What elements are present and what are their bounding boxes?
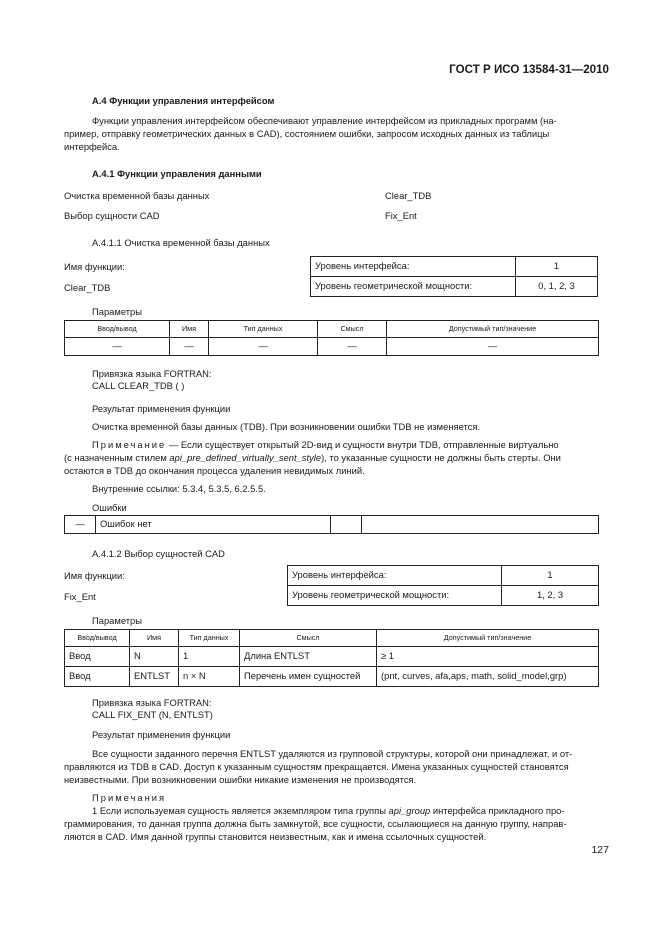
function-name-value: Clear_TDB xyxy=(64,282,111,293)
params-header: Имя xyxy=(170,321,209,338)
function-list-code-2: Fix_Ent xyxy=(385,210,417,221)
note-text: ), то указанные сущности не должны быть стерты. Они xyxy=(321,452,561,463)
note1-line1 xyxy=(92,805,565,817)
note-line-3: остаются в TDB до окончания процесса удаления невидимых линий. xyxy=(64,465,365,476)
levels-table-1 xyxy=(310,256,598,297)
params-header: Ввод/вывод xyxy=(65,321,170,338)
levels-table-2 xyxy=(287,565,599,606)
params-header: Смысл xyxy=(240,630,377,647)
result-label-1: Результат применения функции xyxy=(92,403,231,414)
params-table-2 xyxy=(64,629,599,687)
params-cell: ENTLST xyxy=(130,667,179,687)
section-a4111-title: А.4.1.1 Очистка временной базы данных xyxy=(92,237,270,248)
page-number: 127 xyxy=(591,844,609,856)
result-label-2: Результат применения функции xyxy=(92,729,231,740)
params-header: Имя xyxy=(130,630,179,647)
function-name-value-2: Fix_Ent xyxy=(64,591,96,602)
note-style-name: api_pre_defined_virtually_sent_style xyxy=(169,452,322,463)
fortran-call-2: CALL FIX_ENT (N, ENTLST) xyxy=(92,709,213,720)
function-name-label-2: Имя функции: xyxy=(64,570,125,581)
params-cell: (pnt, curves, afa,aps, math, solid_model,grp) xyxy=(377,667,599,687)
note-line-1 xyxy=(92,439,559,451)
errors-cell: Ошибок нет xyxy=(96,516,331,534)
fortran-call-1: CALL CLEAR_TDB ( ) xyxy=(92,380,185,391)
function-name-label: Имя функции: xyxy=(64,261,125,272)
params-cell: — xyxy=(387,338,599,356)
params-cell: — xyxy=(65,338,170,356)
fortran-label-1: Привязка языка FORTRAN: xyxy=(92,368,212,379)
level-label: Уровень геометрической мощности: xyxy=(288,586,502,606)
errors-label: Ошибки xyxy=(92,502,127,513)
section-a4-text-line2: пример, отправку геометрических данных в CAD), состоянием ошибки, запросом исходных данных из таблицы xyxy=(64,128,550,139)
fortran-label-2: Привязка языка FORTRAN: xyxy=(92,697,212,708)
notes-label: Примечания xyxy=(92,792,167,803)
params-cell: Перечень имен сущностей xyxy=(240,667,377,687)
params-cell: — xyxy=(318,338,387,356)
level-label: Уровень интерфейса: xyxy=(288,566,502,586)
result-text-2-line1: Все сущности заданного перечня ENTLST удаляются из групповой структуры, которой они принадлежат, и от- xyxy=(92,748,573,759)
params-cell: N xyxy=(130,647,179,667)
params-header: Ввод/вывод xyxy=(65,630,130,647)
section-a4-text-line1: Функции управления интерфейсом обеспечивают управление интерфейсом из прикладных программ (на- xyxy=(92,115,557,126)
errors-cell: — xyxy=(65,516,96,534)
params-header: Тип данных xyxy=(179,630,240,647)
note1-text: интерфейса прикладного про- xyxy=(430,805,565,816)
note1-line3: ляются в CAD. Имя данной группы становится неизвестным, как и имена ссылочных сущностей. xyxy=(64,831,487,842)
function-list-code-1: Clear_TDB xyxy=(385,190,432,201)
function-list-name-2: Выбор сущности CAD xyxy=(64,210,160,221)
note1-text: 1 Если используемая сущность является экземпляром типа группы xyxy=(92,805,389,816)
params-cell: — xyxy=(170,338,209,356)
function-list-name-1: Очистка временной базы данных xyxy=(64,190,210,201)
section-a4112-title: А.4.1.2 Выбор сущностей CAD xyxy=(92,548,225,559)
note-text: — Если существует открытый 2D-вид и сущности внутри TDB, отправленные виртуально xyxy=(166,439,559,450)
params-cell: Ввод xyxy=(65,667,130,687)
note-label: Примечание xyxy=(92,439,167,450)
errors-table xyxy=(64,515,599,534)
params-header: Допустимый тип/значение xyxy=(387,321,599,338)
document-header: ГОСТ Р ИСО 13584-31—2010 xyxy=(449,63,609,76)
params-label-2: Параметры xyxy=(92,615,142,626)
section-a4-title: А.4 Функции управления интерфейсом xyxy=(92,95,275,106)
level-value: 1 xyxy=(516,257,598,277)
result-text-2-line2: правляются из TDB в CAD. Доступ к указанным сущностям прекращается. Имена указанных сущностей становятся xyxy=(64,761,569,772)
params-cell: Длина ENTLST xyxy=(240,647,377,667)
params-cell: Ввод xyxy=(65,647,130,667)
errors-cell xyxy=(331,516,362,534)
section-a4-text-line3: интерфейса. xyxy=(64,141,120,152)
params-header: Смысл xyxy=(318,321,387,338)
params-header: Тип данных xyxy=(209,321,318,338)
section-a41-title: А.4.1 Функции управления данными xyxy=(92,168,262,179)
level-value: 1, 2, 3 xyxy=(502,586,599,606)
params-cell: 1 xyxy=(179,647,240,667)
params-cell: ≥ 1 xyxy=(377,647,599,667)
params-cell: — xyxy=(209,338,318,356)
internal-refs: Внутренние ссылки: 5.3.4, 5.3.5, 6.2.5.5. xyxy=(92,483,266,494)
params-table-1 xyxy=(64,320,599,356)
result-text-1: Очистка временной базы данных (TDB). При возникновении ошибки TDB не изменяется. xyxy=(92,421,481,432)
note1-line2: граммирования, то данная группа должна быть замкнутой, все сущности, ссылающиеся на данную группу, направ- xyxy=(64,818,567,829)
level-value: 1 xyxy=(502,566,599,586)
level-label: Уровень интерфейса: xyxy=(311,257,516,277)
params-label-1: Параметры xyxy=(92,306,142,317)
level-label: Уровень геометрической мощности: xyxy=(311,277,516,297)
note1-type-name: api_group xyxy=(388,805,431,816)
result-text-2-line3: неизвестными. При возникновении ошибки никакие изменения не производятся. xyxy=(64,774,417,785)
note-text: (с назначенным стилем xyxy=(64,452,170,463)
params-header: Допустимый тип/значение xyxy=(377,630,599,647)
level-value: 0, 1, 2, 3 xyxy=(516,277,598,297)
errors-cell xyxy=(362,516,599,534)
params-cell: n × N xyxy=(179,667,240,687)
note-line-2 xyxy=(64,452,561,464)
